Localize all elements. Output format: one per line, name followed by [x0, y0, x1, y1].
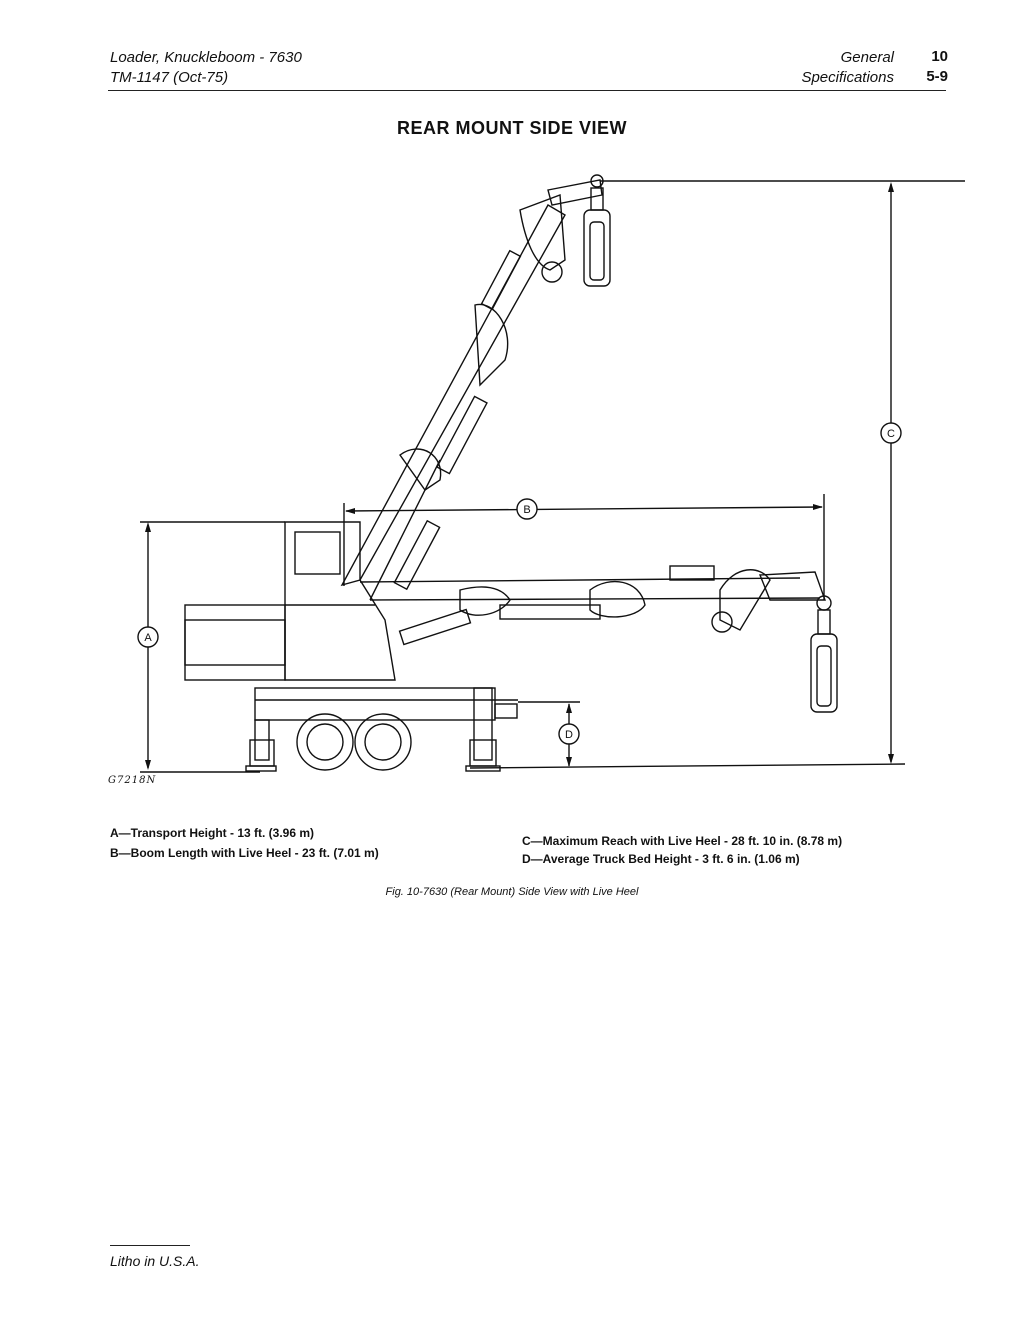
header-rule — [108, 90, 946, 91]
boom-raised — [342, 175, 603, 600]
header-page-number: 5-9 — [926, 68, 948, 85]
page-title: REAR MOUNT SIDE VIEW — [396, 118, 627, 138]
marker-b-label: B — [523, 504, 531, 516]
rear-wheels — [297, 714, 411, 770]
ground-line-right — [470, 764, 905, 768]
caption-d: D—Average Truck Bed Height - 3 ft. 6 in. (1.06 m) — [522, 852, 800, 866]
dimension-b — [344, 494, 824, 600]
header-section: General — [840, 49, 894, 66]
cab-window — [295, 532, 340, 574]
boom-extended — [360, 566, 831, 644]
grapple-extended — [811, 610, 837, 712]
dimension-a — [140, 522, 285, 770]
footer-rule — [110, 1245, 190, 1246]
header-subsection: Specifications — [801, 69, 894, 86]
figure-caption: Fig. 10-7630 (Rear Mount) Side View with Live Heel — [385, 886, 639, 898]
marker-c-label: C — [887, 428, 895, 440]
footer-text: Litho in U.S.A. — [110, 1253, 200, 1269]
header-section-number: 10 — [931, 48, 948, 65]
caption-c: C—Maximum Reach with Live Heel - 28 ft. 10 in. (8.78 m) — [522, 834, 843, 848]
stabilizer-left — [246, 720, 276, 771]
truck-body — [185, 522, 518, 720]
drawing-code: G7218N — [108, 775, 157, 786]
marker-a-label: A — [144, 632, 152, 644]
loader-side-view-drawing — [100, 160, 980, 800]
grapple-raised — [584, 188, 610, 286]
header-title: Loader, Knuckleboom - 7630 — [110, 49, 302, 66]
caption-b: B—Boom Length with Live Heel - 23 ft. (7.01 m) — [110, 846, 379, 860]
caption-a: A—Transport Height - 13 ft. (3.96 m) — [110, 826, 315, 840]
header-doc-number: TM-1147 (Oct-75) — [110, 69, 229, 86]
dimension-c — [600, 181, 965, 764]
marker-d-label: D — [565, 729, 573, 741]
